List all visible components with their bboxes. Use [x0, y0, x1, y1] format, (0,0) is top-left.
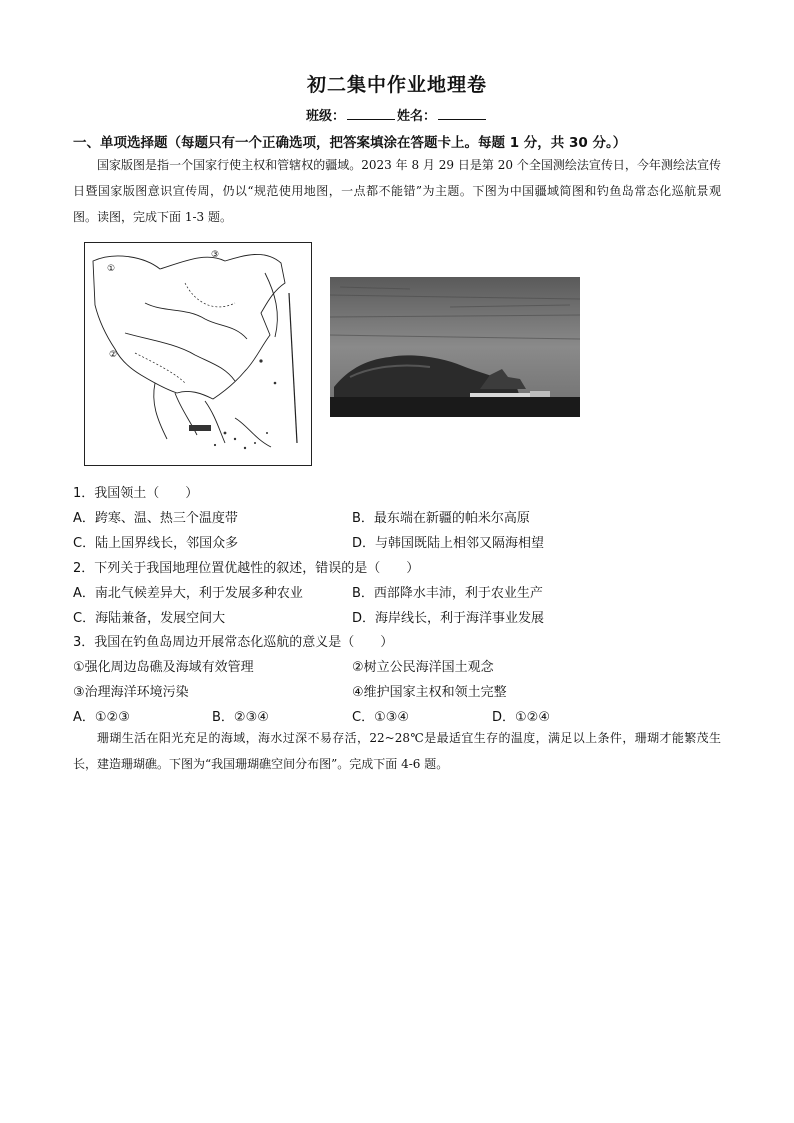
q2-option-b: B．西部降水丰沛，利于农业生产 [352, 586, 543, 601]
map-label-2: ② [109, 350, 118, 360]
q2-option-c: C．海陆兼备，发展空间大 [73, 611, 226, 626]
map-label-1: ① [107, 264, 116, 274]
q3-stem: 3．我国在钓鱼岛周边开展常态化巡航的意义是（ ） [73, 635, 394, 650]
section-header: 一、单项选择题（每题只有一个正确选项，把答案填涂在答题卡上。每题 1 分，共 30 分。） [73, 135, 627, 151]
name-blank [438, 108, 486, 120]
q2-stem: 2．下列关于我国地理位置优越性的叙述，错误的是（ ） [73, 561, 420, 576]
class-name-line [0, 105, 794, 124]
class-blank [347, 108, 395, 120]
china-territory-map-icon [84, 242, 312, 466]
q3-statement-1: ①强化周边岛礁及海域有效管理 [73, 660, 254, 675]
q1-option-b: B．最东端在新疆的帕米尔高原 [352, 511, 530, 526]
passage-1: 国家版图是指一个国家行使主权和管辖权的疆域。2023 年 8 月 29 日是第 20 个全国测绘法宣传日，今年测绘法宣传日暨国家版图意识宣传周，仍以“规范使用地图，一点都不能错”为主题。下图为中国疆域简图和钓鱼岛常态化巡航景观图。读图，完成下面 1-3 题。 [73, 158, 721, 224]
q3-option-d: D．①②④ [492, 710, 550, 725]
q2-option-a: A．南北气候差异大，利于发展多种农业 [73, 586, 303, 601]
q1-option-c: C．陆上国界线长，邻国众多 [73, 536, 239, 551]
class-label: 班级： [305, 109, 345, 124]
q3-statement-3: ③治理海洋环境污染 [73, 685, 189, 700]
q2-option-d: D．海岸线长，利于海洋事业发展 [352, 611, 545, 626]
name-label: 姓名： [397, 109, 437, 124]
page-title: 初二集中作业地理卷 [306, 74, 487, 96]
q1-stem: 1．我国领土（ ） [73, 486, 199, 501]
q3-statement-4: ④维护国家主权和领土完整 [352, 685, 507, 700]
q3-option-a: A．①②③ [73, 710, 130, 725]
photo-drawing [330, 277, 580, 417]
q3-statement-2: ②树立公民海洋国土观念 [352, 660, 494, 675]
q3-option-c: C．①③④ [352, 710, 410, 725]
q1-option-a: A．跨寒、温、热三个温度带 [73, 511, 238, 526]
passage-2: 珊瑚生活在阳光充足的海域，海水过深不易存活，22~28℃是最适宜生存的温度，满足以上条件，珊瑚才能繁茂生长，建造珊瑚礁。下图为“我国珊瑚礁空间分布图”。完成下面 4-6 题。 [73, 731, 721, 771]
map-drawing [85, 243, 311, 465]
diaoyu-island-photo-icon [330, 277, 580, 417]
q1-option-d: D．与韩国既陆上相邻又隔海相望 [352, 536, 545, 551]
map-label-3: ③ [211, 250, 220, 260]
q3-option-b: B．②③④ [212, 710, 269, 725]
